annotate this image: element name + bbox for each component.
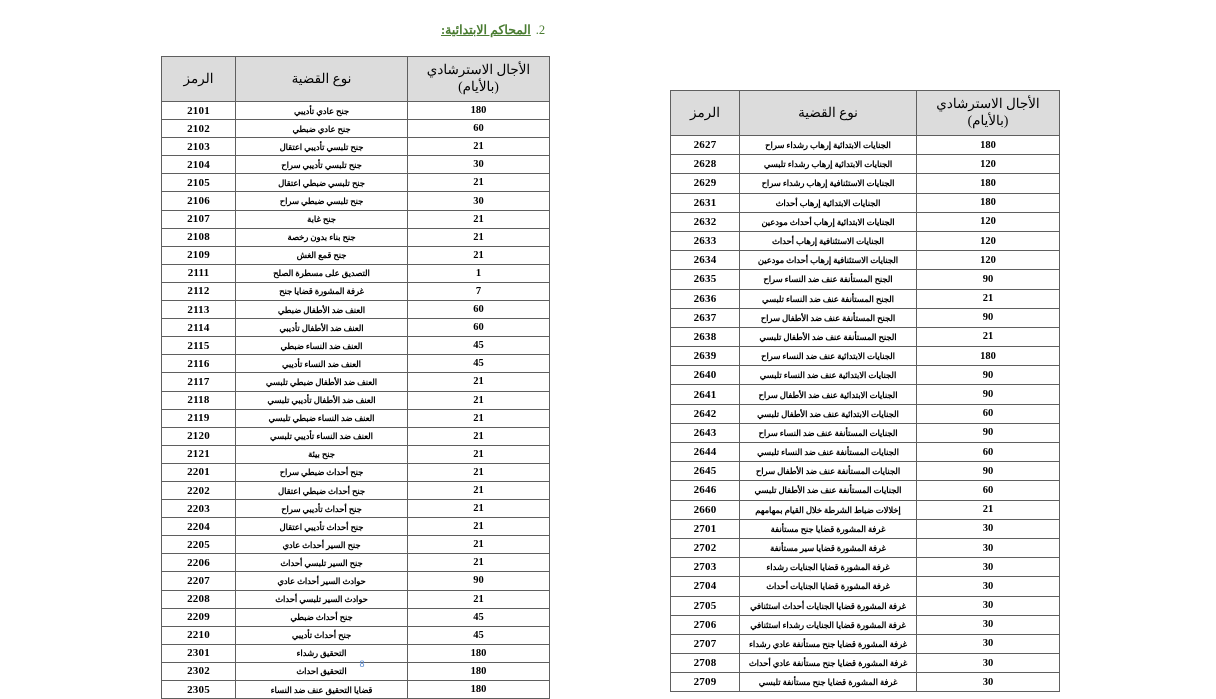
cell-days: 180: [408, 644, 550, 662]
cell-days: 60: [408, 301, 550, 319]
table-row: [671, 558, 1060, 577]
table-row: [162, 246, 550, 264]
cell-days: 30: [408, 156, 550, 174]
cell-code: 2107: [162, 210, 236, 228]
cell-case-type: غرفة المشورة قضايا سير مستأنفة: [740, 538, 917, 557]
cell-code: 2709: [671, 673, 740, 692]
cell-days: 21: [408, 427, 550, 445]
table-row: [162, 120, 550, 138]
cell-code: 2203: [162, 500, 236, 518]
cell-code: 2637: [671, 308, 740, 327]
table-row: [162, 174, 550, 192]
cell-code: 2302: [162, 662, 236, 680]
cell-days: 90: [917, 462, 1060, 481]
cell-code: 2702: [671, 538, 740, 557]
cell-case-type: الجنح المستأنفة عنف ضد الأطفال تلبسي: [740, 327, 917, 346]
cell-days: 90: [917, 423, 1060, 442]
cell-days: 21: [408, 373, 550, 391]
section-heading: [441, 22, 545, 38]
cell-days: 30: [917, 577, 1060, 596]
cell-code: 2208: [162, 590, 236, 608]
cell-case-type: غرفة المشورة قضايا الجنايات رشداء: [740, 558, 917, 577]
cell-days: 60: [408, 319, 550, 337]
cell-days: 180: [917, 136, 1060, 155]
cell-code: 2116: [162, 355, 236, 373]
cell-case-type: جنح عادي تأديبي: [236, 102, 408, 120]
cell-code: 2205: [162, 536, 236, 554]
cell-case-type: الجنايات الابتدائية إرهاب رشداء سراح: [740, 136, 917, 155]
table-appeal-courts: [670, 90, 1060, 692]
cell-code: 2706: [671, 615, 740, 634]
cell-code: 2708: [671, 654, 740, 673]
column-header-days-line2: (بالأيام): [967, 113, 1009, 128]
cell-code: 2209: [162, 608, 236, 626]
cell-code: 2644: [671, 443, 740, 462]
column-header-case-type: نوع القضية: [236, 57, 408, 102]
column-header-code: الرمز: [162, 57, 236, 102]
cell-code: 2634: [671, 251, 740, 270]
cell-days: 180: [408, 662, 550, 680]
cell-code: 2202: [162, 481, 236, 499]
cell-case-type: قضايا التحقيق عنف ضد النساء: [236, 681, 408, 699]
cell-case-type: جنح تلبسي تأديبي اعتقال: [236, 138, 408, 156]
cell-days: 30: [917, 538, 1060, 557]
cell-days: 90: [917, 385, 1060, 404]
table-row: [671, 385, 1060, 404]
cell-case-type: الجنايات الابتدائية إرهاب أحداث مودعين: [740, 212, 917, 231]
cell-case-type: الجنح المستأنفة عنف ضد النساء سراح: [740, 270, 917, 289]
table-row: [671, 577, 1060, 596]
cell-days: 120: [917, 155, 1060, 174]
cell-case-type: الجنايات الاستئنافية إرهاب أحداث مودعين: [740, 251, 917, 270]
table-primary-courts-body: [162, 102, 550, 699]
column-header-code: الرمز: [671, 91, 740, 136]
cell-case-type: الجنايات الابتدائية عنف ضد النساء سراح: [740, 347, 917, 366]
table-row: [671, 174, 1060, 193]
table-row: [671, 308, 1060, 327]
column-header-days-line1: الأجال الاسترشادي: [936, 96, 1040, 112]
cell-days: 60: [917, 443, 1060, 462]
cell-days: 21: [408, 138, 550, 156]
cell-code: 2704: [671, 577, 740, 596]
cell-case-type: الجنايات المستأنفة عنف ضد النساء سراح: [740, 423, 917, 442]
table-appeal-courts-body: [671, 136, 1060, 692]
cell-code: 2701: [671, 519, 740, 538]
table-row: [671, 212, 1060, 231]
table-row: [671, 155, 1060, 174]
cell-code: 2642: [671, 404, 740, 423]
table-row: [671, 519, 1060, 538]
cell-code: 2301: [162, 644, 236, 662]
cell-code: 2210: [162, 626, 236, 644]
cell-case-type: غرفة المشورة قضايا جنح: [236, 282, 408, 300]
cell-case-type: جنح السير أحداث عادي: [236, 536, 408, 554]
cell-code: 2117: [162, 373, 236, 391]
cell-case-type: الجنايات الابتدائية عنف ضد النساء تلبسي: [740, 366, 917, 385]
cell-case-type: الجنايات الابتدائية إرهاب رشداء تلبسي: [740, 155, 917, 174]
section-heading-text: المحاكم الابتدائية:: [441, 23, 531, 37]
table-row: [162, 463, 550, 481]
table-row: [162, 192, 550, 210]
cell-code: 2703: [671, 558, 740, 577]
table-row: [162, 572, 550, 590]
cell-case-type: العنف ضد الأطفال تأديبي تلبسي: [236, 391, 408, 409]
cell-days: 21: [917, 289, 1060, 308]
cell-case-type: الجنايات الاستئنافية إرهاب رشداء سراح: [740, 174, 917, 193]
table-row: [671, 327, 1060, 346]
cell-case-type: العنف ضد الأطفال تأديبي: [236, 319, 408, 337]
table-row: [671, 289, 1060, 308]
cell-days: 30: [917, 615, 1060, 634]
table-row: [162, 427, 550, 445]
cell-case-type: جنح أحداث تأديبي اعتقال: [236, 518, 408, 536]
cell-case-type: الجنايات المستأنفة عنف ضد النساء تلبسي: [740, 443, 917, 462]
cell-case-type: جنح تلبسي ضبطي اعتقال: [236, 174, 408, 192]
cell-days: 21: [408, 391, 550, 409]
table-primary-courts-head: [162, 57, 550, 102]
cell-case-type: جنح غابة: [236, 210, 408, 228]
section-heading-number: 2.: [535, 23, 546, 37]
cell-code: 2707: [671, 634, 740, 653]
cell-days: 90: [917, 366, 1060, 385]
cell-days: 180: [917, 347, 1060, 366]
table-header-row: [162, 57, 550, 102]
cell-code: 2640: [671, 366, 740, 385]
table-row: [671, 596, 1060, 615]
column-header-case-type: نوع القضية: [740, 91, 917, 136]
cell-case-type: الجنح المستأنفة عنف ضد النساء تلبسي: [740, 289, 917, 308]
table-row: [671, 538, 1060, 557]
cell-code: 2115: [162, 337, 236, 355]
cell-code: 2638: [671, 327, 740, 346]
cell-code: 2646: [671, 481, 740, 500]
cell-case-type: جنح أحداث ضبطي سراح: [236, 463, 408, 481]
cell-days: 30: [917, 596, 1060, 615]
cell-code: 2639: [671, 347, 740, 366]
column-header-days: [408, 57, 550, 102]
cell-case-type: العنف ضد النساء تأديبي: [236, 355, 408, 373]
cell-days: 120: [917, 231, 1060, 250]
cell-days: 180: [408, 681, 550, 699]
cell-code: 2629: [671, 174, 740, 193]
cell-days: 30: [917, 654, 1060, 673]
table-row: [671, 634, 1060, 653]
cell-days: 21: [408, 228, 550, 246]
cell-code: 2206: [162, 554, 236, 572]
cell-code: 2104: [162, 156, 236, 174]
cell-case-type: جنح تلبسي تأديبي سراح: [236, 156, 408, 174]
cell-code: 2103: [162, 138, 236, 156]
cell-case-type: جنح أحداث تأديبي سراح: [236, 500, 408, 518]
cell-code: 2631: [671, 193, 740, 212]
cell-days: 180: [408, 102, 550, 120]
cell-code: 2204: [162, 518, 236, 536]
cell-case-type: العنف ضد النساء تأديبي تلبسي: [236, 427, 408, 445]
cell-case-type: التصديق على مسطرة الصلح: [236, 264, 408, 282]
cell-case-type: التحقيق احداث: [236, 662, 408, 680]
table-row: [162, 409, 550, 427]
table-row: [162, 301, 550, 319]
cell-code: 2112: [162, 282, 236, 300]
cell-days: 45: [408, 355, 550, 373]
cell-code: 2120: [162, 427, 236, 445]
table-row: [162, 626, 550, 644]
table-row: [162, 608, 550, 626]
cell-case-type: جنح عادي ضبطي: [236, 120, 408, 138]
table-row: [671, 481, 1060, 500]
cell-code: 2645: [671, 462, 740, 481]
page-number: 8: [359, 659, 365, 669]
cell-case-type: الجنايات الابتدائية عنف ضد الأطفال سراح: [740, 385, 917, 404]
table-row: [162, 102, 550, 120]
table-row: [671, 366, 1060, 385]
table-row: [671, 251, 1060, 270]
cell-case-type: الجنايات المستأنفة عنف ضد الأطفال تلبسي: [740, 481, 917, 500]
table-row: [671, 615, 1060, 634]
table-row: [162, 264, 550, 282]
cell-days: 60: [408, 120, 550, 138]
cell-code: 2119: [162, 409, 236, 427]
cell-days: 30: [408, 192, 550, 210]
cell-case-type: الجنح المستأنفة عنف ضد الأطفال سراح: [740, 308, 917, 327]
cell-code: 2636: [671, 289, 740, 308]
cell-days: 21: [408, 536, 550, 554]
cell-code: 2118: [162, 391, 236, 409]
column-header-days-line2: (بالأيام): [458, 79, 499, 94]
table-row: [671, 270, 1060, 289]
cell-case-type: العنف ضد الأطفال ضبطي تلبسي: [236, 373, 408, 391]
cell-case-type: غرفة المشورة قضايا جنح مستأنفة: [740, 519, 917, 538]
table-row: [671, 404, 1060, 423]
cell-code: 2660: [671, 500, 740, 519]
cell-case-type: الجنايات المستأنفة عنف ضد الأطفال سراح: [740, 462, 917, 481]
cell-code: 2641: [671, 385, 740, 404]
column-header-days: [917, 91, 1060, 136]
table-row: [162, 373, 550, 391]
cell-case-type: الجنايات الاستئنافية إرهاب أحداث: [740, 231, 917, 250]
cell-code: 2627: [671, 136, 740, 155]
table-row: [162, 518, 550, 536]
cell-case-type: جنح أحداث تأديبي: [236, 626, 408, 644]
cell-days: 21: [408, 500, 550, 518]
table-row: [162, 481, 550, 499]
cell-case-type: الجنايات الابتدائية عنف ضد الأطفال تلبسي: [740, 404, 917, 423]
table-row: [162, 500, 550, 518]
cell-days: 90: [917, 270, 1060, 289]
cell-code: 2121: [162, 445, 236, 463]
table-row: [162, 681, 550, 699]
column-header-days-line1: الأجال الاسترشادي: [426, 62, 531, 78]
cell-days: 180: [917, 193, 1060, 212]
table-primary-courts: [161, 56, 550, 699]
cell-case-type: جنح أحداث ضبطي اعتقال: [236, 481, 408, 499]
table-row: [671, 443, 1060, 462]
cell-days: 30: [917, 519, 1060, 538]
cell-case-type: غرفة المشورة قضايا الجنايات رشداء استئنافي: [740, 615, 917, 634]
table-row: [162, 156, 550, 174]
cell-case-type: حوادث السير أحداث عادي: [236, 572, 408, 590]
cell-days: 180: [917, 174, 1060, 193]
cell-code: 2633: [671, 231, 740, 250]
cell-code: 2102: [162, 120, 236, 138]
cell-code: 2106: [162, 192, 236, 210]
table-row: [671, 231, 1060, 250]
table-row: [671, 347, 1060, 366]
cell-case-type: جنح السير تلبسي أحداث: [236, 554, 408, 572]
cell-days: 21: [917, 500, 1060, 519]
cell-code: 2108: [162, 228, 236, 246]
cell-case-type: غرفة المشورة قضايا جنح مستأنفة عادي أحداث: [740, 654, 917, 673]
cell-days: 21: [408, 590, 550, 608]
table-row: [162, 138, 550, 156]
cell-days: 21: [408, 210, 550, 228]
table-row: [671, 654, 1060, 673]
cell-case-type: حوادث السير تلبسي أحداث: [236, 590, 408, 608]
table-row: [162, 554, 550, 572]
cell-days: 30: [917, 634, 1060, 653]
cell-case-type: جنح أحداث ضبطي: [236, 608, 408, 626]
cell-days: 21: [408, 463, 550, 481]
table-row: [671, 193, 1060, 212]
table-row: [162, 319, 550, 337]
cell-days: 60: [917, 481, 1060, 500]
cell-code: 2101: [162, 102, 236, 120]
table-row: [162, 391, 550, 409]
cell-days: 90: [408, 572, 550, 590]
cell-days: 7: [408, 282, 550, 300]
cell-days: 21: [408, 174, 550, 192]
cell-days: 45: [408, 337, 550, 355]
cell-case-type: جنح بيئة: [236, 445, 408, 463]
table-row: [162, 536, 550, 554]
cell-days: 90: [917, 308, 1060, 327]
table-row: [162, 337, 550, 355]
cell-case-type: جنح قمع الغش: [236, 246, 408, 264]
table-row: [162, 355, 550, 373]
table-appeal-courts-head: [671, 91, 1060, 136]
cell-case-type: الجنايات الابتدائية إرهاب أحداث: [740, 193, 917, 212]
cell-days: 45: [408, 626, 550, 644]
table-row: [162, 210, 550, 228]
cell-case-type: جنح تلبسي ضبطي سراح: [236, 192, 408, 210]
table-row: [671, 673, 1060, 692]
cell-case-type: العنف ضد النساء ضبطي: [236, 337, 408, 355]
cell-case-type: غرفة المشورة قضايا الجنايات أحداث استئنافي: [740, 596, 917, 615]
cell-days: 45: [408, 608, 550, 626]
table-row: [162, 228, 550, 246]
cell-days: 30: [917, 673, 1060, 692]
cell-case-type: التحقيق رشداء: [236, 644, 408, 662]
cell-days: 21: [408, 409, 550, 427]
cell-case-type: العنف ضد الأطفال ضبطي: [236, 301, 408, 319]
table-row: [671, 136, 1060, 155]
cell-code: 2635: [671, 270, 740, 289]
table-row: [671, 462, 1060, 481]
table-header-row: [671, 91, 1060, 136]
cell-days: 120: [917, 212, 1060, 231]
cell-code: 2114: [162, 319, 236, 337]
table-row: [162, 590, 550, 608]
cell-case-type: غرفة المشورة قضايا جنح مستأنفة تلبسي: [740, 673, 917, 692]
cell-code: 2201: [162, 463, 236, 481]
cell-days: 1: [408, 264, 550, 282]
table-row: [671, 423, 1060, 442]
cell-case-type: إخلالات ضباط الشرطة خلال القيام بمهامهم: [740, 500, 917, 519]
cell-code: 2628: [671, 155, 740, 174]
cell-days: 30: [917, 558, 1060, 577]
cell-days: 21: [408, 246, 550, 264]
cell-code: 2305: [162, 681, 236, 699]
cell-days: 21: [917, 327, 1060, 346]
cell-case-type: غرفة المشورة قضايا الجنايات أحداث: [740, 577, 917, 596]
cell-code: 2113: [162, 301, 236, 319]
table-row: [671, 500, 1060, 519]
table-row: [162, 445, 550, 463]
cell-code: 2111: [162, 264, 236, 282]
table-row: [162, 282, 550, 300]
cell-days: 21: [408, 481, 550, 499]
cell-case-type: غرفة المشورة قضايا جنح مستأنفة عادي رشداء: [740, 634, 917, 653]
cell-case-type: جنح بناء بدون رخصة: [236, 228, 408, 246]
cell-code: 2705: [671, 596, 740, 615]
cell-code: 2207: [162, 572, 236, 590]
cell-code: 2632: [671, 212, 740, 231]
cell-code: 2109: [162, 246, 236, 264]
cell-days: 21: [408, 445, 550, 463]
cell-days: 21: [408, 518, 550, 536]
cell-case-type: العنف ضد النساء ضبطي تلبسي: [236, 409, 408, 427]
cell-code: 2105: [162, 174, 236, 192]
cell-days: 60: [917, 404, 1060, 423]
cell-code: 2643: [671, 423, 740, 442]
cell-days: 21: [408, 554, 550, 572]
cell-days: 120: [917, 251, 1060, 270]
